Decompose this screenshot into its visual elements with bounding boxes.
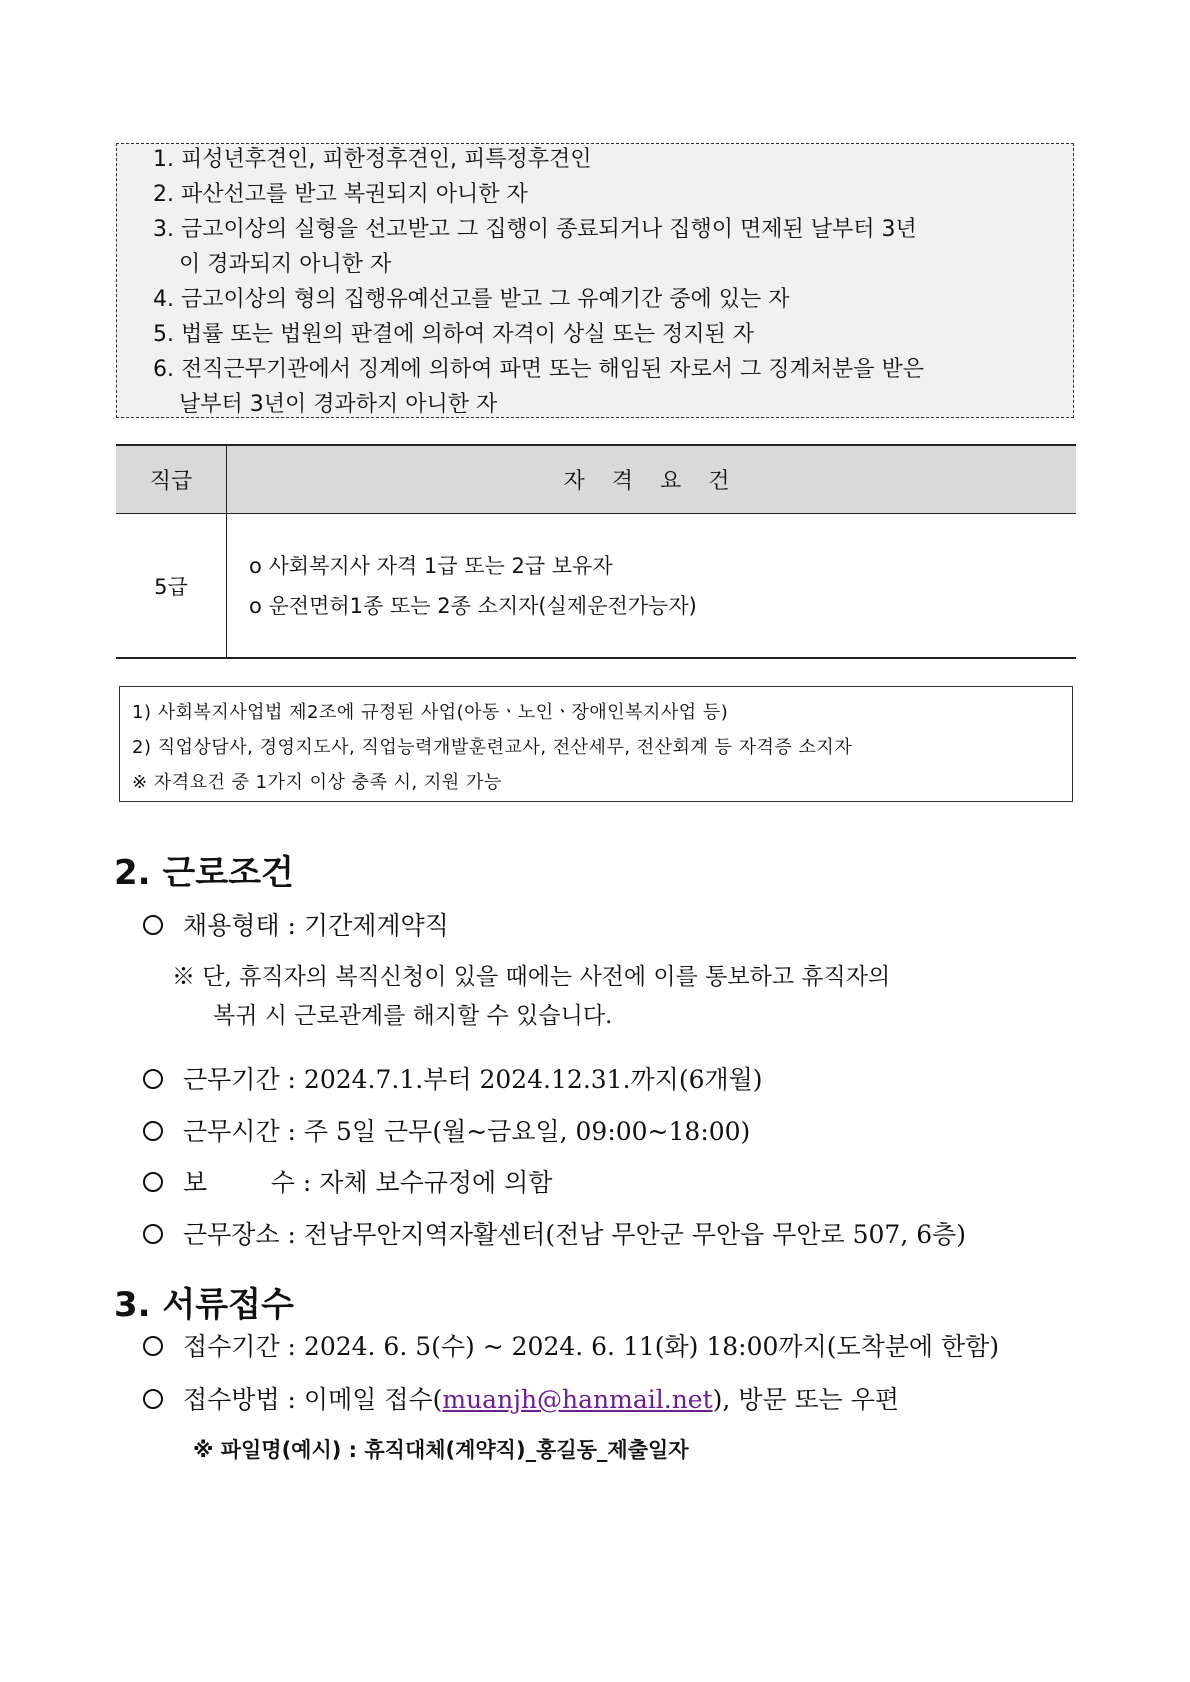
note-item: ※ 자격요건 중 1가지 이상 충족 시, 지원 가능: [132, 772, 502, 793]
disqualification-item: 2. 파산선고를 받고 복권되지 아니한 자: [153, 182, 528, 207]
disqualification-item: 1. 피성년후견인, 피한정후견인, 피특정후견인: [153, 147, 592, 172]
section-title: 3. 서류접수: [114, 1285, 294, 1325]
circle-bullet-icon: [143, 1069, 163, 1089]
circle-bullet-icon: [143, 1121, 163, 1141]
work-period-text: 근무기간 : 2024.7.1.부터 2024.12.31.까지(6개월): [183, 1065, 763, 1094]
note-item: 2) 직업상담사, 경영지도사, 직업능력개발훈련교사, 전산세무, 전산회계 등 자격증 소지자: [132, 737, 853, 758]
notes-box: [119, 686, 1073, 802]
table-row: [116, 514, 1076, 659]
pay-text: 보 수 : 자체 보수규정에 의함: [183, 1168, 553, 1197]
disqualification-item: 4. 금고이상의 형의 집행유예선고를 받고 그 유예기간 중에 있는 자: [153, 287, 790, 312]
work-hours-text: 근무시간 : 주 5일 근무(월~금요일, 09:00~18:00): [183, 1117, 751, 1146]
header-requirements: 자 격 요 건: [227, 445, 1077, 514]
work-hours-row: [143, 1112, 750, 1148]
table-header-row: [116, 445, 1076, 514]
note-item: 1) 사회복지사업법 제2조에 규정된 사업(아동ㆍ노인ㆍ장애인복지사업 등): [132, 702, 729, 723]
application-method-text: 접수방법 : 이메일 접수(: [183, 1385, 443, 1414]
work-period-row: [143, 1060, 763, 1096]
requirement-item: o 사회복지사 자격 1급 또는 2급 보유자: [249, 553, 613, 578]
application-period-row: [143, 1327, 999, 1363]
disqualification-item-continued: 이 경과되지 아니한 자: [179, 252, 392, 277]
application-method-suffix: ), 방문 또는 우편: [712, 1385, 900, 1414]
qualification-table: [116, 444, 1076, 659]
disqualification-item-continued: 날부터 3년이 경과하지 아니한 자: [179, 392, 498, 417]
grade-cell: 5급: [116, 514, 227, 659]
employment-type-text: 채용형태 : 기간제계약직: [183, 911, 449, 940]
circle-bullet-icon: [143, 1224, 163, 1244]
circle-bullet-icon: [143, 1172, 163, 1192]
circle-bullet-icon: [143, 1336, 163, 1356]
circle-bullet-icon: [143, 915, 163, 935]
requirement-item: o 운전면허1종 또는 2종 소지자(실제운전가능자): [249, 593, 697, 618]
application-period-text: 접수기간 : 2024. 6. 5(수) ~ 2024. 6. 11(화) 18:00까지(도착분에 한함): [183, 1332, 1000, 1361]
header-grade: 직급: [116, 445, 227, 514]
requirements-cell: [227, 514, 1077, 659]
work-location-row: [143, 1215, 966, 1251]
disqualification-item: 5. 법률 또는 법원의 판결에 의하여 자격이 상실 또는 정지된 자: [153, 322, 754, 347]
filename-note: ※ 파일명(예시) : 휴직대체(계약직)_홍길동_제출일자: [193, 1438, 689, 1462]
email-link[interactable]: muanjh@hanmail.net: [442, 1385, 713, 1414]
work-location-text: 근무장소 : 전남무안지역자활센터(전남 무안군 무안읍 무안로 507, 6층): [183, 1220, 967, 1249]
disqualification-item: 3. 금고이상의 실형을 선고받고 그 집행이 종료되거나 집행이 면제된 날부터 3년: [153, 217, 917, 242]
circle-bullet-icon: [143, 1389, 163, 1409]
application-method-row: [143, 1380, 899, 1416]
reinstatement-note-line: 복귀 시 근로관계를 해지할 수 있습니다.: [213, 1003, 613, 1029]
disqualification-box: [116, 143, 1074, 418]
disqualification-item: 6. 전직근무기관에서 징계에 의하여 파면 또는 해임된 자로서 그 징계처분을 받은: [153, 357, 924, 382]
employment-type-row: [143, 906, 449, 942]
section-title: 2. 근로조건: [114, 853, 294, 893]
pay-row: [143, 1163, 552, 1199]
reinstatement-note-line: ※ 단, 휴직자의 복직신청이 있을 때에는 사전에 이를 통보하고 휴직자의: [172, 964, 891, 990]
